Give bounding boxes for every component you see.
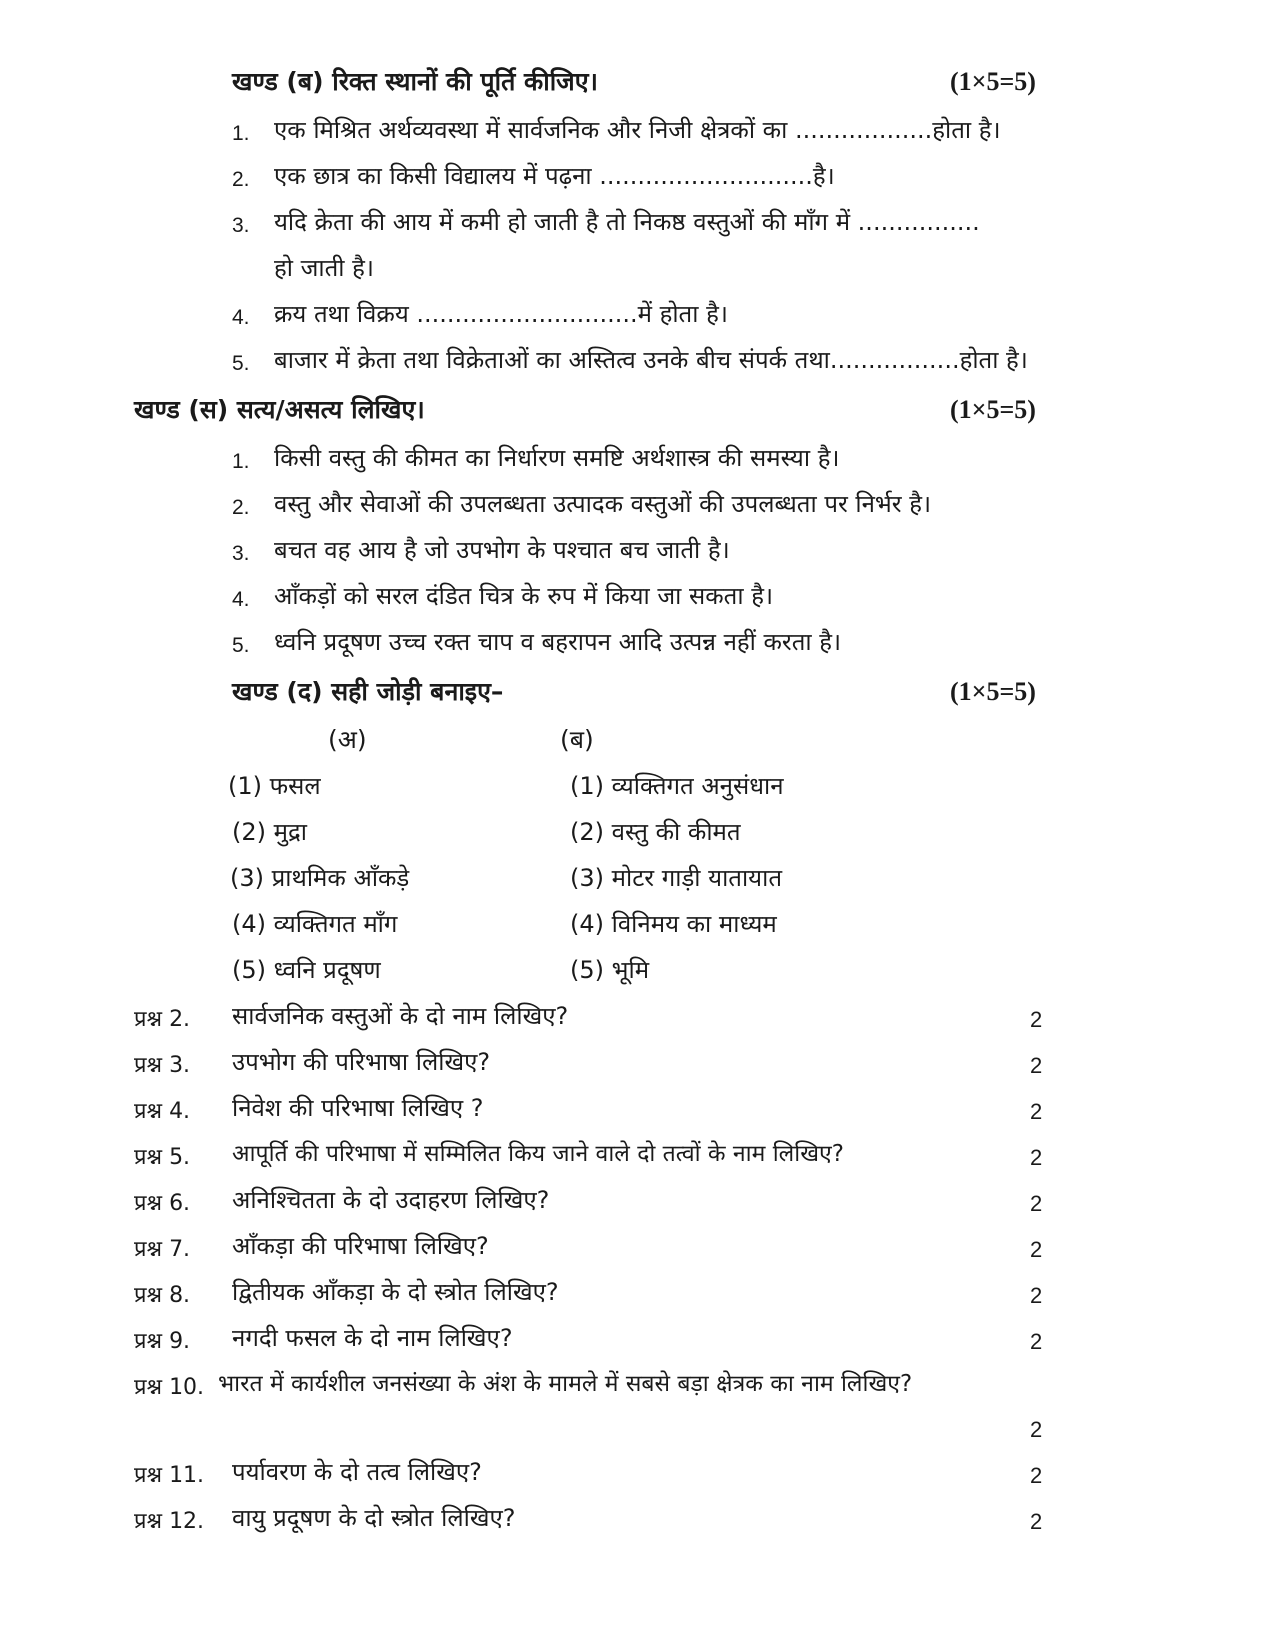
question-text: द्वितीयक आँकड़ा के दो स्त्रोत लिखिए?: [232, 1278, 559, 1306]
question-text: उपभोग की परिभाषा लिखिए?: [232, 1048, 491, 1076]
section-b-item-text: एक छात्र का किसी विद्यालय में पढ़ना ............................है।: [274, 162, 835, 190]
section-s-item-number: 2.: [232, 496, 250, 519]
section-s-item-number: 4.: [232, 588, 250, 611]
question-text: पर्यावरण के दो तत्व लिखिए?: [232, 1458, 482, 1486]
column-a-item: (2) मुद्रा: [232, 818, 307, 846]
section-b-item-number: 4.: [232, 306, 250, 329]
question-marks: 2: [1030, 1283, 1043, 1308]
question-text: आपूर्ति की परिभाषा में सम्मिलित किय जाने वाले दो तत्वों के नाम लिखिए?: [232, 1141, 844, 1167]
section-s-item-number: 3.: [232, 542, 250, 565]
question-marks: 2: [1030, 1145, 1043, 1170]
section-b-item-text: यदि क्रेता की आय में कमी हो जाती है तो निकष्ठ वस्तुओं की माँग में ................: [274, 208, 980, 236]
column-b-item: (1) व्यक्तिगत अनुसंधान: [570, 772, 784, 800]
question-text: नगदी फसल के दो नाम लिखिए?: [232, 1324, 513, 1352]
question-label: प्रश्न 3.: [134, 1053, 191, 1078]
column-b-item: (2) वस्तु की कीमत: [570, 818, 741, 846]
question-label: प्रश्न 7.: [134, 1237, 191, 1262]
section-s-item-text: आँकड़ों को सरल दंडित चित्र के रुप में किया जा सकता है।: [274, 582, 774, 610]
question-label: प्रश्न 6.: [134, 1191, 191, 1216]
column-a-item: (4) व्यक्तिगत माँग: [232, 910, 398, 938]
column-b-item: (4) विनिमय का माध्यम: [570, 910, 777, 938]
section-b-item-number: 2.: [232, 168, 250, 191]
section-b-item-number: 1.: [232, 122, 250, 145]
section-d-marks: (1×5=5): [950, 677, 1036, 706]
column-a-item: (3) प्राथमिक आँकड़े: [230, 864, 410, 892]
section-s-item-text: वस्तु और सेवाओं की उपलब्धता उत्पादक वस्तुओं की उपलब्धता पर निर्भर है।: [274, 490, 932, 518]
section-s-marks: (1×5=5): [950, 395, 1036, 424]
question-marks: 2: [1030, 1237, 1043, 1262]
question-label: प्रश्न 10.: [134, 1375, 205, 1400]
question-marks: 2: [1030, 1099, 1043, 1124]
column-b-item: (5) भूमि: [570, 956, 650, 984]
section-b-marks: (1×5=5): [950, 67, 1036, 96]
section-s-heading: खण्ड (स) सत्य/असत्य लिखिए।: [134, 395, 425, 424]
question-marks: 2: [1030, 1509, 1043, 1534]
question-text: वायु प्रदूषण के दो स्त्रोत लिखिए?: [232, 1504, 516, 1532]
question-marks: 2: [1030, 1007, 1043, 1032]
column-a-item: (5) ध्वनि प्रदूषण: [232, 956, 381, 984]
question-text: निवेश की परिभाषा लिखिए ?: [232, 1094, 484, 1122]
section-b-item-text: एक मिश्रित अर्थव्यवस्था में सार्वजनिक और निजी क्षेत्रकों का ..................होता है।: [274, 116, 1001, 144]
question-label: प्रश्न 11.: [134, 1463, 205, 1488]
question-text: भारत में कार्यशील जनसंख्या के अंश के मामले में सबसे बड़ा क्षेत्रक का नाम लिखिए?: [218, 1371, 913, 1397]
question-marks: 2: [1030, 1329, 1043, 1354]
section-b-item-number: 3.: [232, 214, 250, 237]
section-b-item-continuation: हो जाती है।: [274, 254, 374, 282]
column-b-item: (3) मोटर गाड़ी यातायात: [570, 864, 782, 892]
section-b-item-text: क्रय तथा विक्रय .............................में होता है।: [274, 300, 728, 328]
column-a-item: (1) फसल: [228, 772, 321, 800]
section-b-item-text: बाजार में क्रेता तथा विक्रेताओं का अस्तित्व उनके बीच संपर्क तथा.................होता है।: [274, 346, 1028, 374]
section-s-item-number: 1.: [232, 450, 250, 473]
question-label: प्रश्न 9.: [134, 1329, 191, 1354]
column-b-heading: (ब): [560, 725, 594, 754]
question-marks: 2: [1030, 1053, 1043, 1078]
question-text: सार्वजनिक वस्तुओं के दो नाम लिखिए?: [232, 1002, 569, 1030]
section-b-heading: खण्ड (ब) रिक्त स्थानों की पूर्ति कीजिए।: [232, 67, 599, 96]
question-text: अनिश्चितता के दो उदाहरण लिखिए?: [232, 1186, 550, 1214]
question-label: प्रश्न 5.: [134, 1145, 191, 1170]
question-label: प्रश्न 8.: [134, 1283, 191, 1308]
section-s-item-text: ध्वनि प्रदूषण उच्च रक्त चाप व बहरापन आदि उत्पन्न नहीं करता है।: [274, 628, 842, 656]
question-label: प्रश्न 2.: [134, 1007, 191, 1032]
column-a-heading: (अ): [328, 725, 367, 754]
question-label: प्रश्न 12.: [134, 1509, 205, 1534]
section-s-item-text: बचत वह आय है जो उपभोग के पश्चात बच जाती है।: [274, 536, 730, 564]
question-marks: 2: [1030, 1463, 1043, 1488]
question-text: आँकड़ा की परिभाषा लिखिए?: [232, 1232, 489, 1260]
section-b-item-number: 5.: [232, 352, 250, 375]
section-s-item-number: 5.: [232, 634, 250, 657]
question-marks: 2: [1030, 1191, 1043, 1216]
section-d-heading: खण्ड (द) सही जोड़ी बनाइए–: [232, 677, 504, 706]
question-label: प्रश्न 4.: [134, 1099, 191, 1124]
question-marks: 2: [1030, 1417, 1043, 1442]
section-s-item-text: किसी वस्तु की कीमत का निर्धारण समष्टि अर्थशास्त्र की समस्या है।: [274, 444, 840, 472]
